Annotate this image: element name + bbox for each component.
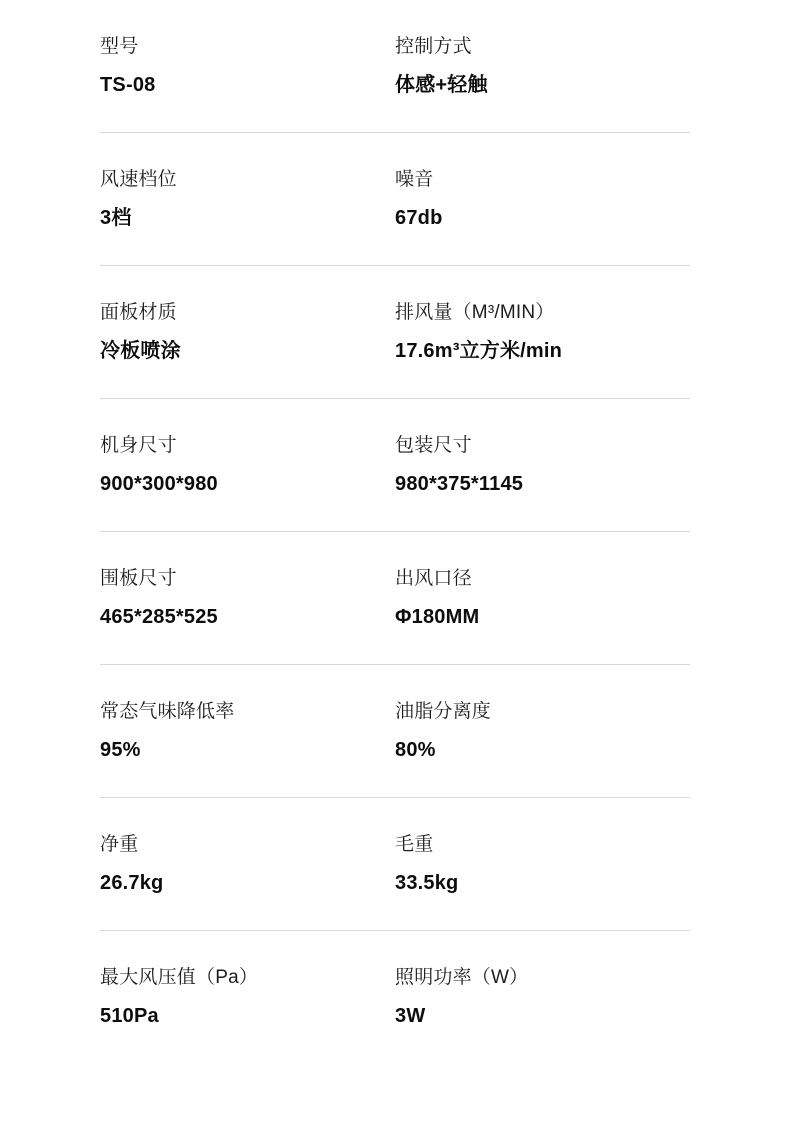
spec-label: 净重 [100,834,139,855]
spec-value: 3W [395,1005,426,1027]
spec-value: 67db [395,207,443,229]
spec-value: 510Pa [100,1005,159,1027]
spec-cell-fan-speed [100,167,395,232]
table-row [100,133,690,266]
spec-label: 毛重 [395,834,434,855]
spec-cell-noise [395,167,690,232]
spec-label: 出风口径 [395,568,472,589]
spec-value: 80% [395,739,436,761]
spec-value: 95% [100,739,141,761]
spec-cell-grease-separation [395,699,690,764]
spec-cell-body-size [100,433,395,498]
spec-label: 包装尺寸 [395,435,472,456]
spec-cell-package-size [395,433,690,498]
spec-value: 33.5kg [395,872,459,894]
table-row [100,798,690,931]
table-row [100,532,690,665]
spec-value: 980*375*1145 [395,473,524,495]
spec-label: 排风量（M³/MIN） [395,302,555,323]
spec-label: 控制方式 [395,36,472,57]
spec-value: 体感+轻触 [395,74,488,96]
spec-cell-odor-reduction [100,699,395,764]
spec-value: 冷板喷涂 [100,340,181,362]
spec-label: 照明功率（W） [395,967,529,988]
spec-label: 油脂分离度 [395,701,492,722]
spec-value: 17.6m³立方米/min [395,340,563,362]
spec-cell-model [100,34,395,99]
spec-value: Φ180MM [395,606,480,628]
spec-label: 噪音 [395,169,434,190]
spec-cell-panel-material [100,300,395,365]
spec-label: 风速档位 [100,169,177,190]
spec-value: 26.7kg [100,872,164,894]
table-row [100,266,690,399]
table-row [100,931,690,1063]
spec-cell-gross-weight [395,832,690,897]
spec-cell-air-volume [395,300,690,365]
spec-label: 最大风压值（Pa） [100,967,259,988]
spec-cell-control-mode [395,34,690,99]
spec-label: 围板尺寸 [100,568,177,589]
spec-label: 常态气味降低率 [100,701,235,722]
spec-value: 465*285*525 [100,606,218,628]
spec-label: 型号 [100,36,139,57]
spec-label: 机身尺寸 [100,435,177,456]
spec-label: 面板材质 [100,302,177,323]
table-row [100,399,690,532]
spec-value: 3档 [100,207,132,229]
spec-cell-lighting-power [395,965,690,1030]
spec-cell-outlet-diameter [395,566,690,631]
spec-value: 900*300*980 [100,473,218,495]
table-row [100,665,690,798]
spec-cell-max-pressure [100,965,395,1030]
table-row [100,0,690,133]
spec-value: TS-08 [100,74,156,96]
spec-cell-net-weight [100,832,395,897]
spec-cell-enclosure-size [100,566,395,631]
